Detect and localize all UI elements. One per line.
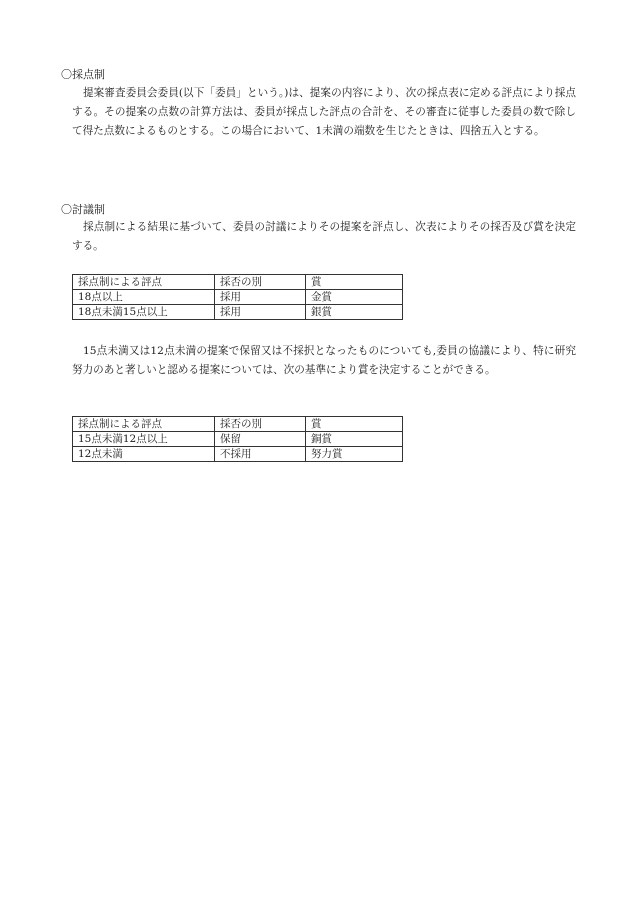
table-row	[73, 290, 403, 305]
table-cell: 18点以上	[73, 290, 215, 305]
award-table-main	[72, 274, 403, 320]
discussion-description: 採点制による結果に基づいて、委員の討議によりその提案を評点し、次表によりその採否及び賞を決定する。	[72, 221, 576, 252]
header-cell-score: 採点制による評点	[73, 417, 215, 432]
header-cell-award: 賞	[306, 417, 403, 432]
award-table-additional	[72, 416, 403, 462]
header-cell-score: 採点制による評点	[73, 275, 215, 290]
table-cell: 不採用	[215, 447, 306, 462]
table-row	[73, 305, 403, 320]
table-cell: 採用	[215, 290, 306, 305]
table-row	[73, 447, 403, 462]
header-cell-award: 賞	[306, 275, 403, 290]
header-cell-adoption: 採否の別	[215, 275, 306, 290]
table-header-row	[73, 275, 403, 290]
table-header-row	[73, 417, 403, 432]
table-cell: 採用	[215, 305, 306, 320]
section-heading-scoring: 〇採点制	[61, 68, 105, 81]
table-cell: 保留	[215, 432, 306, 447]
table-cell: 金賞	[306, 290, 403, 305]
additional-award-description: 15点未満又は12点未満の提案で保留又は不採択となったものについても,委員の協議により、特に研究努力のあと著しいと認める提案については、次の基準により賞を決定することができる。	[72, 345, 576, 376]
table-cell: 努力賞	[306, 447, 403, 462]
table-cell: 銅賞	[306, 432, 403, 447]
table-row	[73, 432, 403, 447]
section-heading-discussion: 〇討議制	[61, 203, 105, 216]
table-cell: 18点未満15点以上	[73, 305, 215, 320]
header-cell-adoption: 採否の別	[215, 417, 306, 432]
table-cell: 12点未満	[73, 447, 215, 462]
table-cell: 15点未満12点以上	[73, 432, 215, 447]
scoring-description: 提案審査委員会委員(以下「委員」という。)は、提案の内容により、次の採点表に定める評点により採点する。その提案の点数の計算方法は、委員が採点した評点の合計を、その審査に従事した委員の数で除して得た点数によるものとする。この場合において、1未満の端数を生じたときは、四捨五入とする。	[72, 87, 576, 137]
table-cell: 銀賞	[306, 305, 403, 320]
